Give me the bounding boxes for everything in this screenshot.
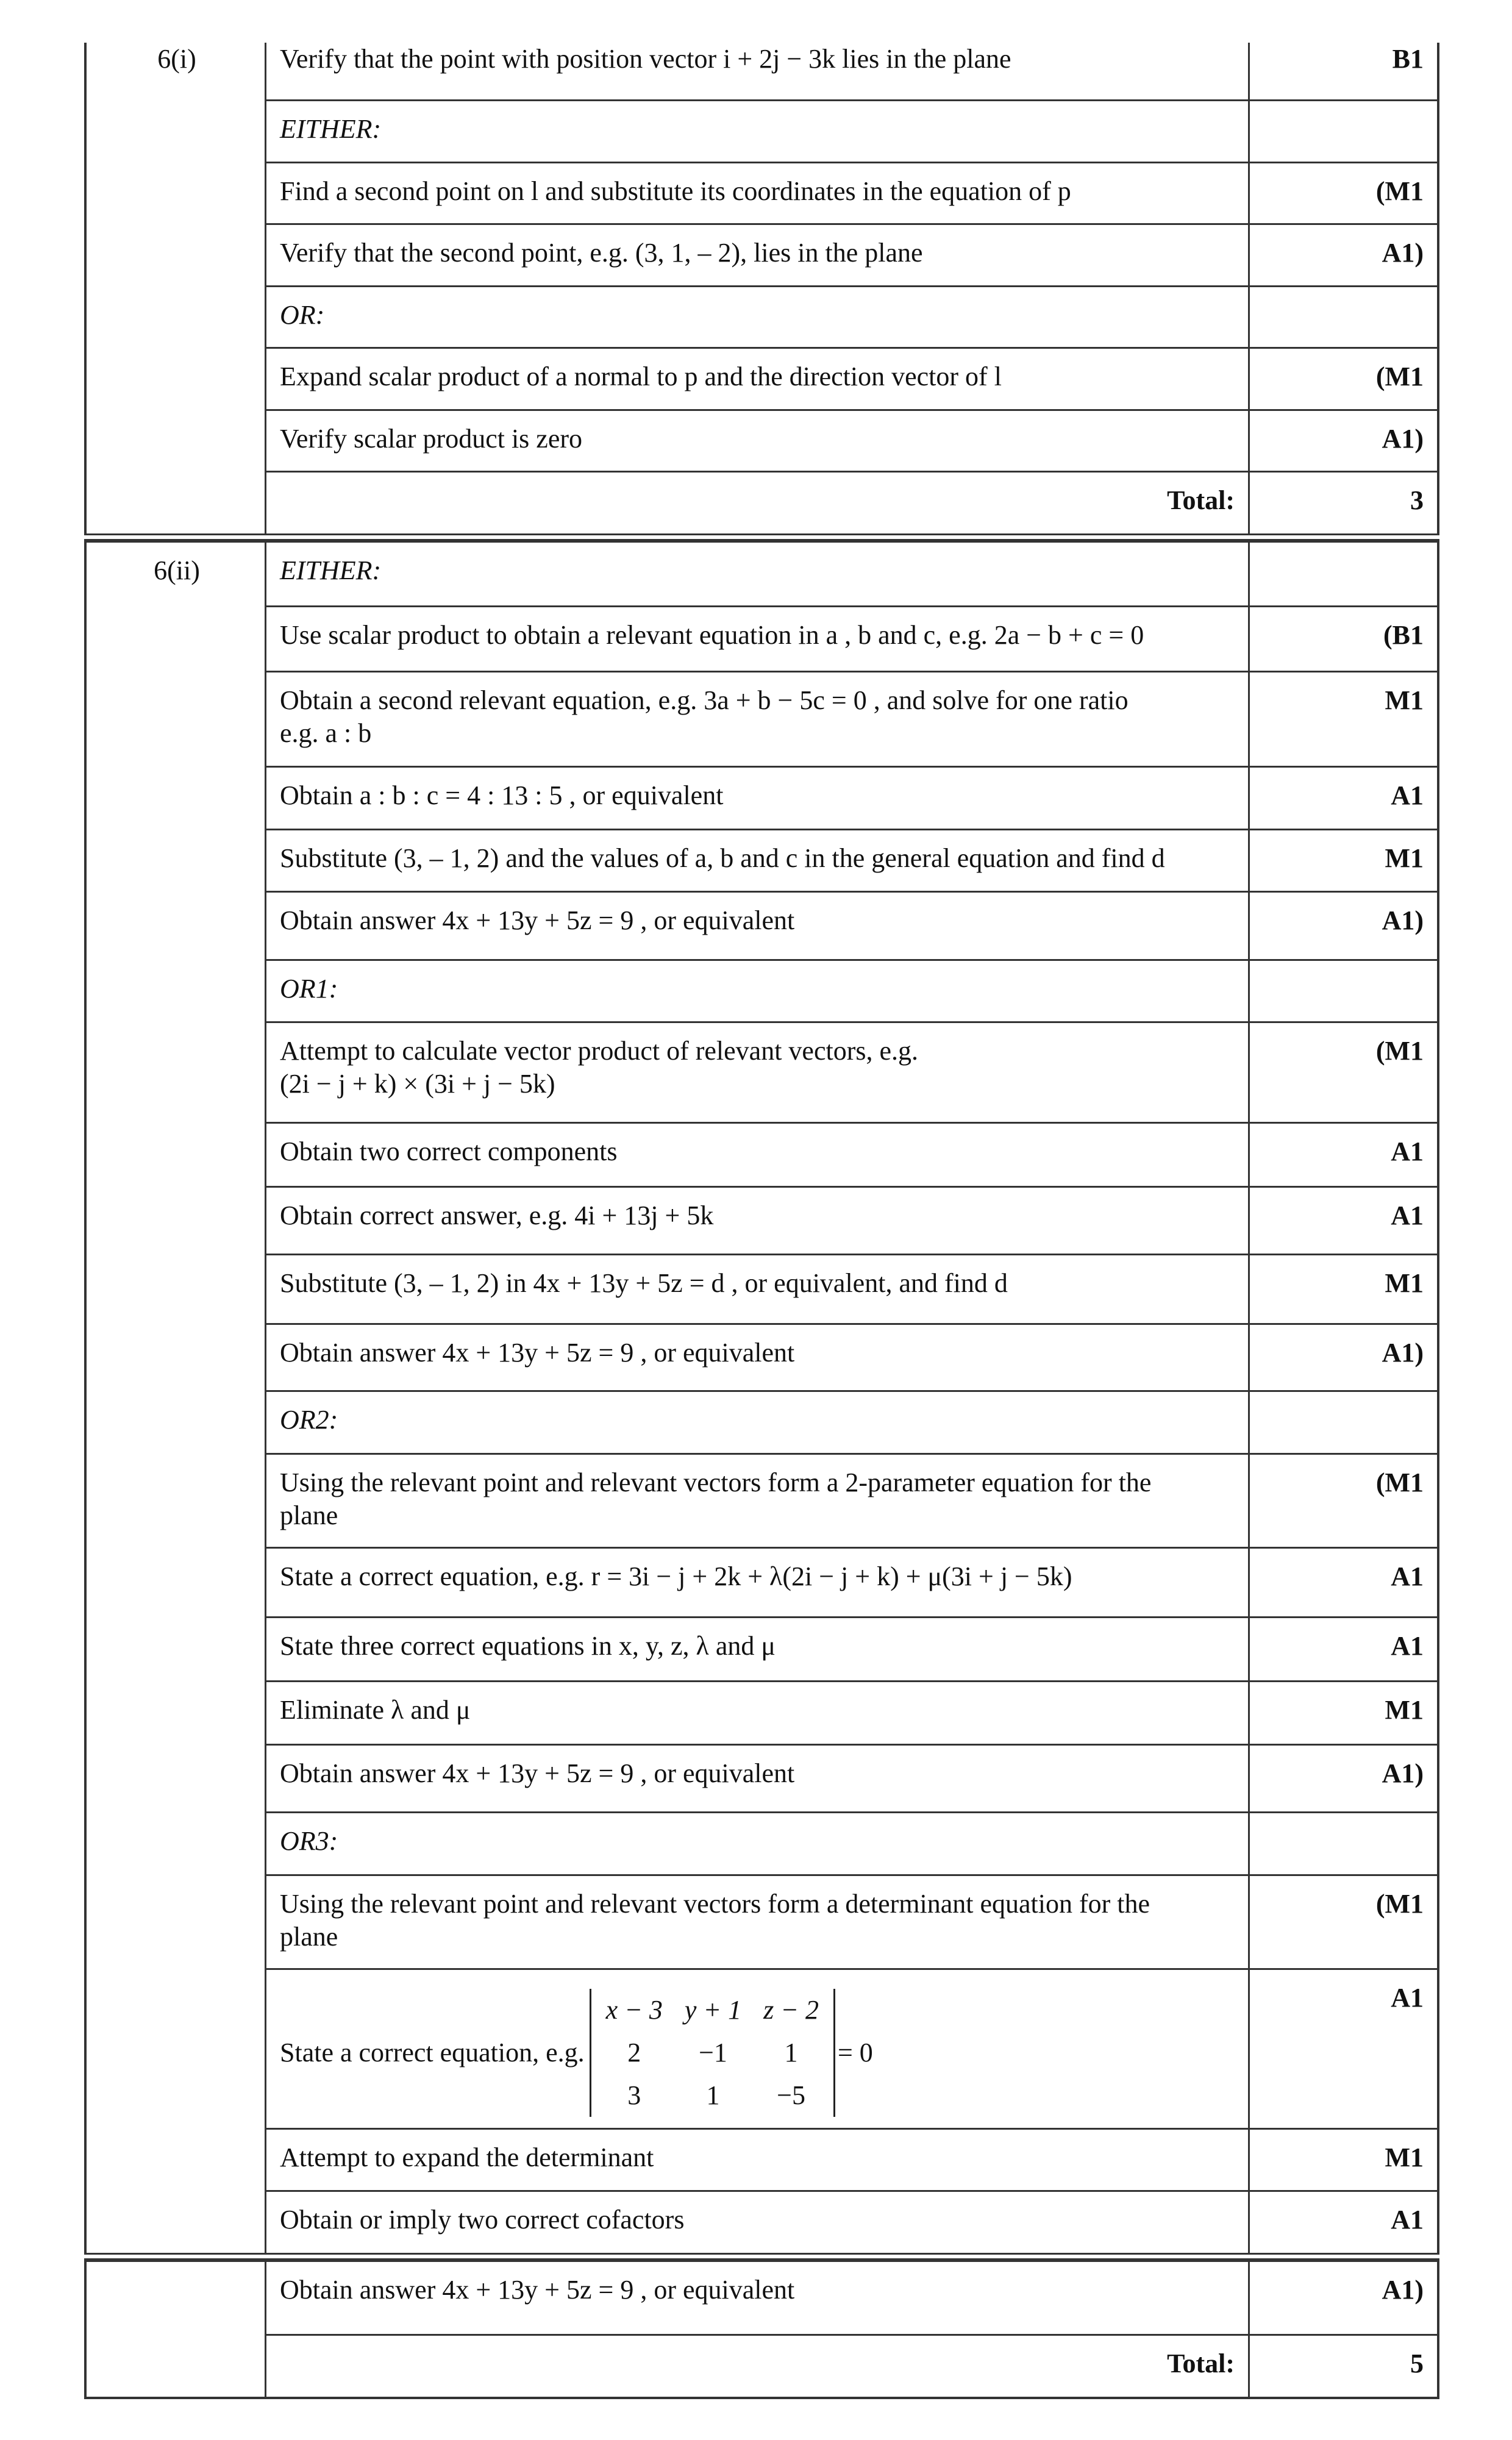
question-cell <box>84 43 265 99</box>
q6ii-row-3 <box>84 671 1439 766</box>
mark-cell <box>1248 1811 1439 1874</box>
determinant-row <box>595 2032 830 2074</box>
mark-cell: M1 <box>1248 829 1439 891</box>
determinant-entry: 3 <box>627 2080 641 2110</box>
q6i-row-3 <box>84 162 1439 223</box>
q6ii-row-7 <box>84 959 1439 1021</box>
section-divider <box>84 533 1439 541</box>
answer-line-2: e.g. a : b <box>280 718 372 748</box>
q6i-row-6 <box>84 347 1439 409</box>
answer-text: State a correct equation, e.g. <box>280 2038 585 2067</box>
question-cell <box>84 471 265 533</box>
question-cell <box>84 1874 265 1968</box>
mark-cell: (M1 <box>1248 1874 1439 1968</box>
question-cell <box>84 1616 265 1680</box>
question-cell <box>84 1744 265 1811</box>
answer-cell <box>265 1453 1248 1547</box>
q6ii-row-14 <box>84 1453 1439 1547</box>
answer-cell: Obtain answer 4x + 13y + 5z = 9 , or equivalent <box>265 891 1248 959</box>
q6i-row-7 <box>84 409 1439 471</box>
q6i-total-row <box>84 471 1439 533</box>
answer-cell: Verify that the point with position vector i + 2j − 3k lies in the plane <box>265 43 1248 99</box>
question-cell <box>84 2334 265 2399</box>
answer-cell: EITHER: <box>265 541 1248 605</box>
q6ii-row-15 <box>84 1547 1439 1616</box>
answer-line-1: Using the relevant point and relevant vectors form a determinant equation for the <box>280 1889 1150 1919</box>
answer-cell: OR1: <box>265 959 1248 1021</box>
question-cell <box>84 1547 265 1616</box>
answer-cell: Verify that the second point, e.g. (3, 1, – 2), lies in the plane <box>265 223 1248 285</box>
q6i-row-5 <box>84 285 1439 347</box>
answer-cell: OR2: <box>265 1390 1248 1453</box>
question-cell <box>84 541 265 605</box>
question-cell <box>84 829 265 891</box>
determinant-matrix <box>595 1989 830 2117</box>
q6ii-row-13 <box>84 1390 1439 1453</box>
mark-cell: (B1 <box>1248 605 1439 671</box>
mark-cell: A1) <box>1248 1744 1439 1811</box>
mark-cell: A1 <box>1248 766 1439 829</box>
question-label: 6(ii) <box>154 555 200 585</box>
q6i-row-2 <box>84 99 1439 162</box>
answer-cell: Eliminate λ and μ <box>265 1680 1248 1744</box>
question-cell <box>84 1122 265 1186</box>
question-cell <box>84 1811 265 1874</box>
answer-cell: Substitute (3, – 1, 2) and the values of a, b and c in the general equation and find d <box>265 829 1248 891</box>
determinant-entry: 2 <box>627 2038 641 2067</box>
determinant-rhs: = 0 <box>837 2038 873 2067</box>
answer-cell <box>265 1968 1248 2128</box>
q6ii-total-row <box>84 2334 1439 2399</box>
question-cell <box>84 1186 265 1254</box>
mark-cell: (M1 <box>1248 1453 1439 1547</box>
question-cell <box>84 162 265 223</box>
answer-cell: State three correct equations in x, y, z, λ and μ <box>265 1616 1248 1680</box>
answer-cell: Obtain or imply two correct cofactors <box>265 2190 1248 2253</box>
determinant-row <box>595 2074 830 2117</box>
total-label: Total: <box>1167 485 1235 515</box>
total-value: 3 <box>1248 471 1439 533</box>
total-label-cell <box>265 2334 1248 2399</box>
mark-cell: A1 <box>1248 1968 1439 2128</box>
mark-cell: A1 <box>1248 1186 1439 1254</box>
mark-cell: A1) <box>1248 2260 1439 2334</box>
determinant <box>590 1989 835 2117</box>
q6ii-row-8 <box>84 1021 1439 1122</box>
answer-cell: Obtain a : b : c = 4 : 13 : 5 , or equivalent <box>265 766 1248 829</box>
determinant-entry: y + 1 <box>684 1995 742 2025</box>
q6i-row-1 <box>84 43 1439 99</box>
answer-cell: Use scalar product to obtain a relevant equation in a , b and c, e.g. 2a − b + c = 0 <box>265 605 1248 671</box>
mark-cell: A1 <box>1248 1547 1439 1616</box>
answer-line-2: plane <box>280 1500 338 1530</box>
determinant-equation <box>280 1989 1248 2117</box>
question-cell <box>84 1968 265 2128</box>
answer-cell: Substitute (3, – 1, 2) in 4x + 13y + 5z = d , or equivalent, and find d <box>265 1254 1248 1323</box>
q6ii-row-24 <box>84 2260 1439 2334</box>
question-cell <box>84 223 265 285</box>
q6ii-row-20 <box>84 1874 1439 1968</box>
question-cell <box>84 347 265 409</box>
q6ii-row-16 <box>84 1616 1439 1680</box>
answer-cell: Obtain correct answer, e.g. 4i + 13j + 5k <box>265 1186 1248 1254</box>
mark-cell: A1) <box>1248 409 1439 471</box>
answer-cell: OR3: <box>265 1811 1248 1874</box>
mark-cell: A1 <box>1248 2190 1439 2253</box>
mark-cell: (M1 <box>1248 347 1439 409</box>
answer-cell: Attempt to expand the determinant <box>265 2128 1248 2190</box>
mark-cell <box>1248 99 1439 162</box>
answer-cell: Obtain two correct components <box>265 1122 1248 1186</box>
page-break-divider <box>84 2253 1439 2260</box>
answer-cell <box>265 671 1248 766</box>
answer-cell: Obtain answer 4x + 13y + 5z = 9 , or equivalent <box>265 1323 1248 1390</box>
q6ii-row-2 <box>84 605 1439 671</box>
determinant-entry: −1 <box>699 2038 727 2067</box>
q6ii-row-22 <box>84 2128 1439 2190</box>
question-cell <box>84 671 265 766</box>
q6ii-row-18 <box>84 1744 1439 1811</box>
answer-cell: Verify scalar product is zero <box>265 409 1248 471</box>
question-cell <box>84 285 265 347</box>
q6ii-row-6 <box>84 891 1439 959</box>
question-label: 6(i) <box>157 44 196 74</box>
answer-cell: State a correct equation, e.g. r = 3i − j + 2k + λ(2i − j + k) + μ(3i + j − 5k) <box>265 1547 1248 1616</box>
q6ii-row-1 <box>84 541 1439 605</box>
answer-line-1: Using the relevant point and relevant vectors form a 2-parameter equation for the <box>280 1468 1152 1497</box>
mark-cell: A1) <box>1248 223 1439 285</box>
mark-cell <box>1248 959 1439 1021</box>
mark-cell: A1) <box>1248 1323 1439 1390</box>
q6ii-row-10 <box>84 1186 1439 1254</box>
answer-cell: OR: <box>265 285 1248 347</box>
q6ii-row-17 <box>84 1680 1439 1744</box>
mark-cell: (M1 <box>1248 1021 1439 1122</box>
question-cell <box>84 409 265 471</box>
mark-cell: M1 <box>1248 1680 1439 1744</box>
mark-cell <box>1248 541 1439 605</box>
q6ii-row-12 <box>84 1323 1439 1390</box>
question-cell <box>84 1390 265 1453</box>
mark-cell: (M1 <box>1248 162 1439 223</box>
question-cell <box>84 2190 265 2253</box>
mark-cell <box>1248 1390 1439 1453</box>
question-cell <box>84 605 265 671</box>
q6ii-row-21 <box>84 1968 1439 2128</box>
answer-cell: Find a second point on l and substitute its coordinates in the equation of p <box>265 162 1248 223</box>
mark-cell: A1 <box>1248 1616 1439 1680</box>
answer-cell <box>265 1021 1248 1122</box>
mark-cell: A1) <box>1248 891 1439 959</box>
q6ii-row-11 <box>84 1254 1439 1323</box>
answer-cell: Obtain answer 4x + 13y + 5z = 9 , or equivalent <box>265 2260 1248 2334</box>
mark-cell: A1 <box>1248 1122 1439 1186</box>
question-cell <box>84 891 265 959</box>
answer-line-1: Attempt to calculate vector product of relevant vectors, e.g. <box>280 1036 919 1066</box>
question-cell <box>84 766 265 829</box>
answer-line-2: plane <box>280 1922 338 1952</box>
q6ii-row-23 <box>84 2190 1439 2253</box>
question-cell <box>84 2260 265 2334</box>
mark-cell <box>1248 285 1439 347</box>
determinant-entry: z − 2 <box>763 1995 819 2025</box>
mark-cell: B1 <box>1248 43 1439 99</box>
answer-cell: Expand scalar product of a normal to p and the direction vector of l <box>265 347 1248 409</box>
question-cell <box>84 1453 265 1547</box>
question-cell <box>84 1680 265 1744</box>
question-cell <box>84 1323 265 1390</box>
question-cell <box>84 1021 265 1122</box>
q6i-row-4 <box>84 223 1439 285</box>
answer-cell: Obtain answer 4x + 13y + 5z = 9 , or equivalent <box>265 1744 1248 1811</box>
question-cell <box>84 2128 265 2190</box>
question-cell <box>84 99 265 162</box>
question-cell <box>84 1254 265 1323</box>
answer-line-2: (2i − j + k) × (3i + j − 5k) <box>280 1069 555 1099</box>
total-label: Total: <box>1167 2349 1235 2378</box>
total-value: 5 <box>1248 2334 1439 2399</box>
mark-cell: M1 <box>1248 1254 1439 1323</box>
determinant-entry: −5 <box>777 2080 805 2110</box>
mark-cell: M1 <box>1248 2128 1439 2190</box>
determinant-row <box>595 1989 830 2032</box>
answer-cell <box>265 1874 1248 1968</box>
q6ii-row-19 <box>84 1811 1439 1874</box>
q6ii-row-5 <box>84 829 1439 891</box>
total-label-cell <box>265 471 1248 533</box>
determinant-entry: 1 <box>784 2038 798 2067</box>
mark-cell: M1 <box>1248 671 1439 766</box>
determinant-entry: x − 3 <box>605 1995 663 2025</box>
determinant-entry: 1 <box>706 2080 720 2110</box>
q6ii-row-9 <box>84 1122 1439 1186</box>
answer-cell: EITHER: <box>265 99 1248 162</box>
q6ii-row-4 <box>84 766 1439 829</box>
answer-line-1: Obtain a second relevant equation, e.g. 3a + b − 5c = 0 , and solve for one ratio <box>280 685 1129 715</box>
question-cell <box>84 959 265 1021</box>
